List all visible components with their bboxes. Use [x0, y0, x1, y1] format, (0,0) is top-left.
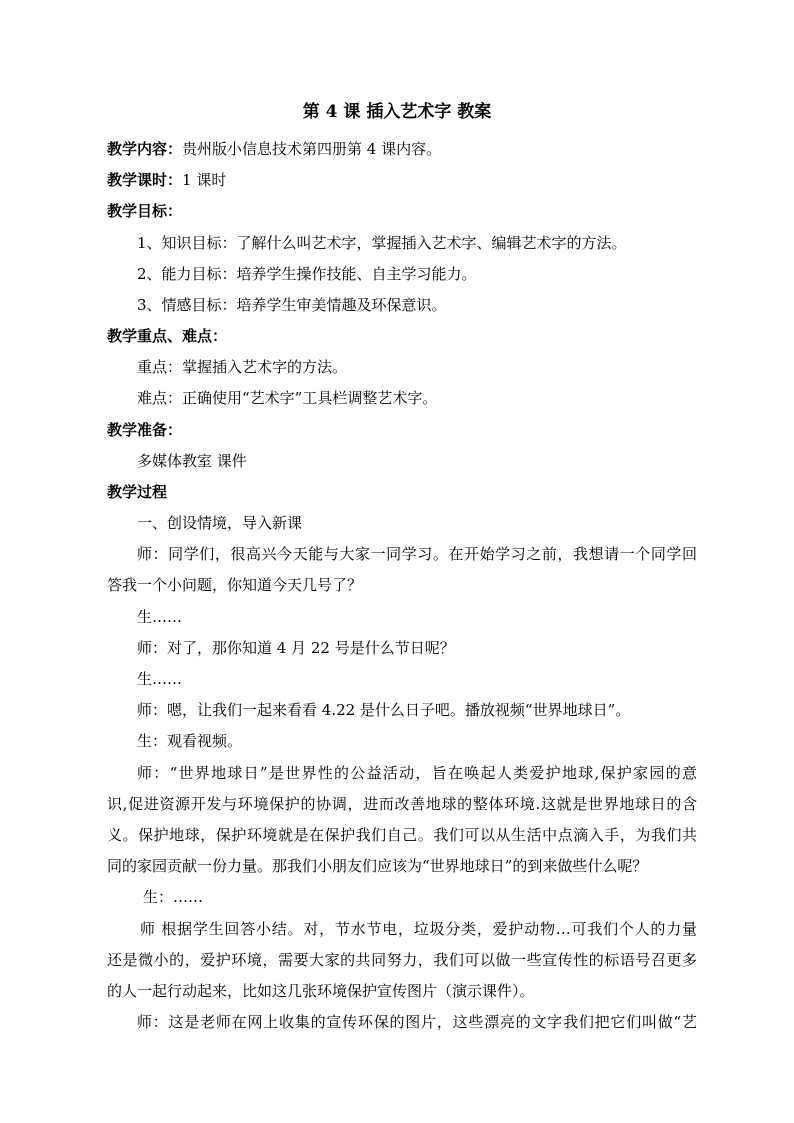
student-reply-4: 生：……	[143, 888, 204, 906]
paragraph-5-line-3: 的人一起行动起来，比如这几张环境保护宣传图片（演示课件）。	[107, 982, 535, 1000]
goal-emotion: 3、情感目标：培养学生审美情趣及环保意识。	[137, 296, 447, 314]
teaching-content-label: 教学内容：	[107, 140, 183, 158]
paragraph-1-line-1: 师：同学们，很高兴今天能与大家一同学习。在开始学习之前，我想请一个同学回	[137, 545, 697, 563]
teaching-content-row	[107, 139, 697, 159]
teaching-hours-label: 教学课时：	[107, 171, 183, 189]
keypoint-text: 重点：掌握插入艺术字的方法。	[137, 358, 348, 376]
teaching-content-value: 贵州版小信息技术第四册第 4 课内容。	[182, 140, 442, 158]
section-one-title: 一、创设情境，导入新课	[137, 514, 303, 532]
difficulty-text: 难点：正确使用“艺术字”工具栏调整艺术字。	[137, 389, 438, 407]
preparation-text: 多媒体教室 课件	[137, 452, 247, 470]
keypoints-heading: 教学重点、难点：	[107, 327, 228, 345]
goal-knowledge: 1、知识目标：了解什么叫艺术字，掌握插入艺术字、编辑艺术字的方法。	[137, 234, 627, 252]
teaching-goals-heading: 教学目标：	[107, 202, 183, 220]
paragraph-1-line-2: 答我一个小问题，你知道今天几号了？	[107, 576, 363, 594]
student-reply-1: 生……	[137, 608, 183, 626]
paragraph-5-line-2: 还是微小的，爱护环境，需要大家的共同努力，我们可以做一些宣传性的标语号召更多	[107, 951, 697, 969]
process-heading: 教学过程	[107, 483, 168, 501]
student-reply-3: 生：观看视频。	[137, 732, 243, 750]
teaching-hours-row	[107, 170, 697, 190]
paragraph-6-line-1: 师：这是老师在网上收集的宣传环保的图片，这些漂亮的文字我们把它们叫做“艺	[137, 1013, 697, 1031]
paragraph-5-line-1: 师 根据学生回答小结。对，节水节电，垃圾分类，爱护动物…可我们个人的力量	[140, 920, 697, 938]
student-reply-2: 生……	[137, 670, 183, 688]
paragraph-4-line-4: 同的家园贡献一份力量。那我们小朋友们应该为“世界地球日”的到来做些什么呢？	[107, 857, 648, 875]
teaching-hours-value: 1 课时	[182, 171, 227, 189]
preparation-heading: 教学准备：	[107, 421, 183, 439]
paragraph-4-line-2: 识,促进资源开发与环境保护的协调，进而改善地球的整体环境.这就是世界地球日的含	[107, 795, 697, 813]
paragraph-4-line-3: 义。保护地球，保护环境就是在保护我们自己。我们可以从生活中点滴入手，为我们共	[107, 826, 697, 844]
page-title: 第 4 课 插入艺术字 教案	[302, 102, 492, 122]
paragraph-4-line-1: 师：“世界地球日”是世界性的公益活动，旨在唤起人类爱护地球,保护家园的意	[137, 764, 697, 782]
teacher-line-3: 师：嗯，让我们一起来看看 4.22 是什么日子吧。播放视频“世界地球日”。	[137, 701, 631, 719]
goal-ability: 2、能力目标：培养学生操作技能、自主学习能力。	[137, 265, 477, 283]
teacher-line-2: 师：对了，那你知道 4 月 22 号是什么节日呢？	[137, 639, 455, 657]
